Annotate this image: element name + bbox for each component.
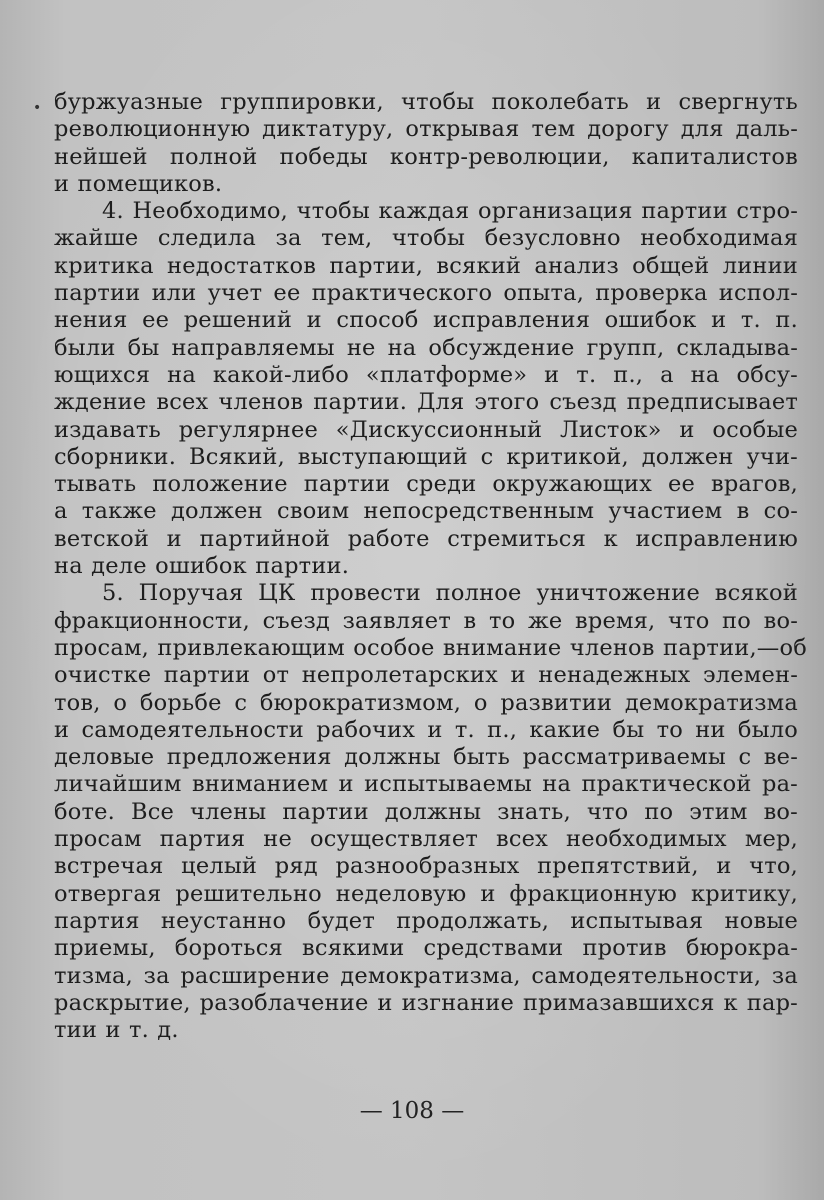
text-line: издавать регулярнее «Дискуссионный Листок» и особые <box>54 416 798 443</box>
text-line: отвергая решительно неделовую и фракционную критику, <box>54 880 798 907</box>
text-line: нения ее решений и способ исправления ошибок и т. п. <box>54 307 798 334</box>
text-line: на деле ошибок партии. <box>54 553 350 580</box>
text-line: фракционности, съезд заявляет в то же время, что по во- <box>54 607 798 634</box>
text-line: 5. Поручая ЦК провести полное уничтожение всякой <box>102 580 798 607</box>
text-line: тизма, за расширение демократизма, самодеятельности, за <box>54 962 798 989</box>
text-line: жайше следила за тем, чтобы безусловно необходимая <box>54 225 798 252</box>
text-line: 4. Необходимо, чтобы каждая организация партии стро- <box>102 198 798 225</box>
text-line: и самодеятельности рабочих и т. п., какие бы то ни было <box>54 716 798 743</box>
text-line: революционную диктатуру, открывая тем дорогу для даль- <box>54 116 798 143</box>
text-line: очистке партии от непролетарских и ненадежных элемен- <box>54 662 798 689</box>
text-line: деловые предложения должны быть рассматриваемы с ве- <box>54 744 798 771</box>
margin-dot: • <box>33 100 42 116</box>
page-number: — 108 — <box>359 1098 465 1124</box>
text-line: личайшим вниманием и испытываемы на практической ра- <box>54 771 798 798</box>
text-line: партия неустанно будет продолжать, испытывая новые <box>54 907 798 934</box>
text-line: тов, о борьбе с бюрократизмом, о развитии демократизма <box>54 689 798 716</box>
text-line: тывать положение партии среди окружающих ее врагов, <box>54 471 798 498</box>
text-line: тии и т. д. <box>54 1017 179 1044</box>
text-line: нейшей полной победы контр-революции, капиталистов <box>54 143 798 170</box>
text-line: критика недостатков партии, всякий анализ общей линии <box>54 252 798 279</box>
text-line: боте. Все члены партии должны знать, что по этим во- <box>54 798 798 825</box>
text-line: партии или учет ее практического опыта, проверка испол- <box>54 280 798 307</box>
text-line: ветской и партийной работе стремиться к исправлению <box>54 525 798 552</box>
text-line: сборники. Всякий, выступающий с критикой, должен учи- <box>54 443 798 470</box>
text-line: буржуазные группировки, чтобы поколебать и свергнуть <box>54 89 798 115</box>
text-line: приемы, бороться всякими средствами против бюрокра- <box>54 935 798 962</box>
body-text <box>54 89 808 1044</box>
text-line: были бы направляемы не на обсуждение групп, складыва- <box>54 334 798 361</box>
text-line: и помещиков. <box>54 170 223 197</box>
text-line: раскрытие, разоблачение и изгнание примазавшихся к пар- <box>54 989 798 1016</box>
text-line: встречая целый ряд разнообразных препятствий, и что, <box>54 853 798 880</box>
text-line: просам партия не осуществляет всех необходимых мер, <box>54 826 798 853</box>
text-line: ждение всех членов партии. Для этого съезд предписывает <box>54 389 798 416</box>
text-line: просам, привлекающим особое внимание членов партии,—об <box>54 634 808 661</box>
text-line: ющихся на какой-либо «платформе» и т. п., а на обсу- <box>54 361 798 388</box>
text-line: а также должен своим непосредственным участием в со- <box>54 498 798 525</box>
